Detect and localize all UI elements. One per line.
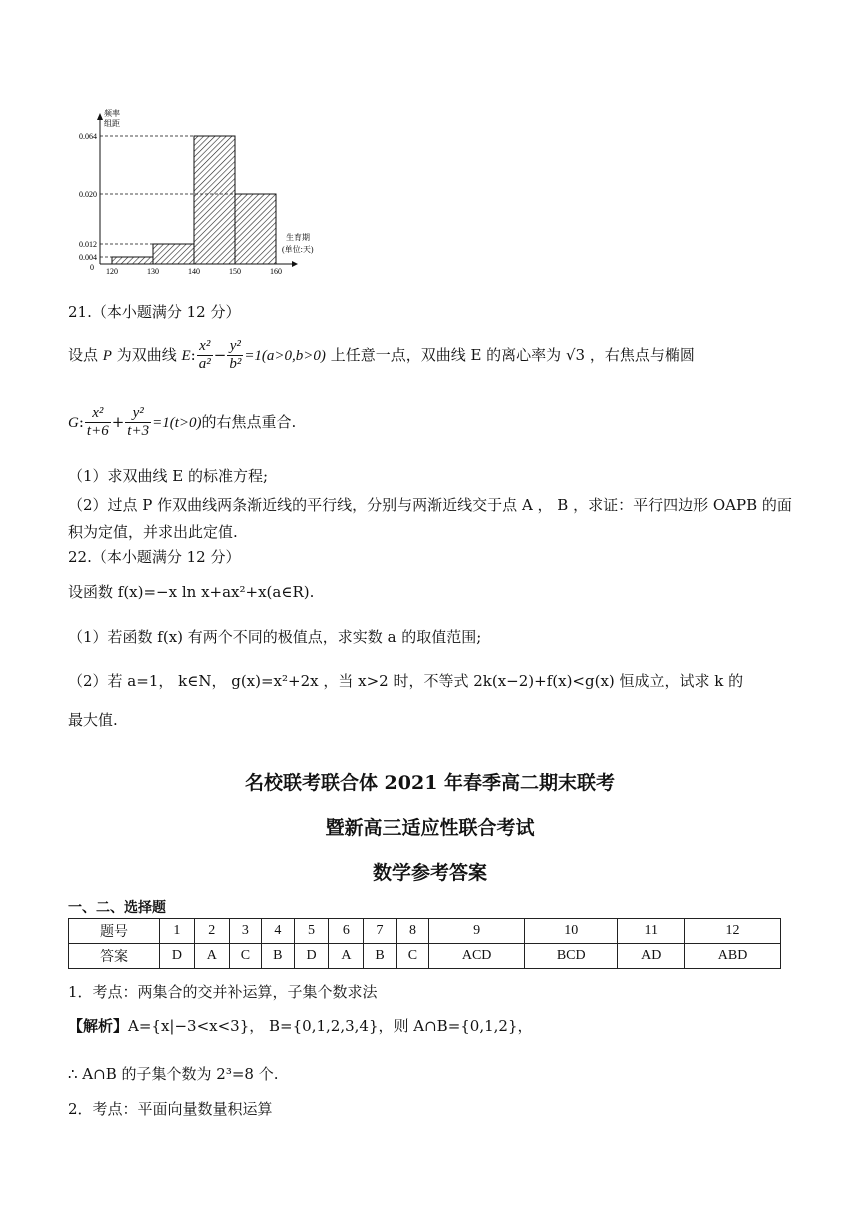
q-answer: C (229, 944, 261, 969)
q21-part2-line2: 积为定值，并求出此定值. (68, 523, 238, 541)
q-number: 9 (429, 919, 525, 944)
q22-statement: 设函数 f(x)=−x ln x+ax²+x(a∈R). (68, 583, 315, 601)
answer-title-3: 数学参考答案 (372, 862, 487, 884)
analysis-tag: 【解析】 (68, 1017, 129, 1035)
x-tick-label: 120 (106, 267, 118, 276)
x-tick-label: 150 (229, 267, 241, 276)
answer-title-1: 名校联考联合体 2021 年春季高二期末联考 (244, 772, 616, 794)
sol1-header: 1．考点：两集合的交并补运算，子集个数求法 (68, 983, 378, 1001)
section-heading: 一、二、选择题 (68, 900, 166, 916)
q-number: 3 (229, 919, 261, 944)
q22-header: 22.（本小题满分 12 分） (68, 548, 241, 566)
q21-part2-line1: （2）过点 P 作双曲线两条渐近线的平行线，分别与两渐近线交于点 A ， B ，求证：平行四边形 OAPB 的面 (68, 496, 792, 514)
origin-label: 0 (90, 263, 94, 272)
row-label-number: 题号 (69, 919, 160, 944)
histogram-chart (60, 104, 330, 280)
y-axis-label-top: 频率 (104, 109, 120, 118)
answer-table-row-numbers (69, 919, 781, 944)
row-label-answer: 答案 (69, 944, 160, 969)
q21-statement-line2: G: $\frac{\text{x²}}{t+6}$ + $\frac{\text{y²}}{t+3}$ =1(t>0)的右焦点重合. (68, 405, 297, 440)
q21-header: 21.（本小题满分 12 分） (68, 303, 241, 321)
q-answer: ABD (685, 944, 781, 969)
q-number: 12 (685, 919, 781, 944)
histogram-bar (153, 244, 194, 264)
q-number: 5 (294, 919, 329, 944)
q21-statement-line1: 设点 P 为双曲线 E: $\frac{\text{x²}}{\text{a²}}$ − $\frac{\text{y²}}{\text{b²}}$ =1(a>0,b>0) 上任意一点，双曲线 E 的离心率为 √3 ，右焦点与椭圆 (68, 338, 695, 373)
q-answer: AD (618, 944, 685, 969)
answer-title-2: 暨新高三适应性联合考试 (325, 817, 535, 839)
answer-table-row-answers (69, 944, 781, 969)
q-answer: A (329, 944, 364, 969)
q21-part1: （1）求双曲线 E 的标准方程; (68, 467, 269, 485)
sol2-header: 2．考点：平面向量数量积运算 (68, 1100, 273, 1118)
x-axis-arrow (292, 261, 298, 267)
q22-part2-line1: （2）若 a=1， k∈N， g(x)=x²+2x ，当 x>2 时，不等式 2k(x−2)+f(x)<g(x) 恒成立，试求 k 的 (68, 672, 744, 690)
q-answer: B (364, 944, 396, 969)
sol1-conclusion: ∴ A∩B 的子集个数为 2³=8 个. (68, 1065, 279, 1083)
q-number: 10 (525, 919, 618, 944)
q-number: 8 (396, 919, 428, 944)
x-tick-label: 140 (188, 267, 200, 276)
y-axis-arrow (97, 113, 103, 120)
q-answer: C (396, 944, 428, 969)
y-tick-label: 0.012 (79, 240, 97, 249)
q-number: 2 (194, 919, 229, 944)
x-tick-label: 130 (147, 267, 159, 276)
q-answer: B (262, 944, 294, 969)
q-answer: D (159, 944, 194, 969)
q-number: 11 (618, 919, 685, 944)
q22-part2-line2: 最大值. (68, 711, 118, 729)
y-tick-label: 0.064 (79, 132, 97, 141)
q-number: 1 (159, 919, 194, 944)
histogram-bar (194, 136, 235, 264)
q-number: 4 (262, 919, 294, 944)
q-answer: BCD (525, 944, 618, 969)
sol1-body: 【解析】A={x|−3<x<3}， B={0,1,2,3,4}，则 A∩B={0,1,2}， (68, 1017, 533, 1035)
histogram-bar (235, 194, 276, 264)
q-number: 7 (364, 919, 396, 944)
x-axis-label-top: 生育期 (286, 233, 310, 242)
q-answer: ACD (429, 944, 525, 969)
answer-table (68, 918, 781, 969)
y-axis-label-bottom: 组距 (104, 119, 120, 128)
q-answer: A (194, 944, 229, 969)
q-answer: D (294, 944, 329, 969)
q22-part1: （1）若函数 f(x) 有两个不同的极值点，求实数 a 的取值范围; (68, 628, 482, 646)
q-number: 6 (329, 919, 364, 944)
y-tick-label: 0.004 (79, 253, 97, 262)
y-tick-label: 0.020 (79, 190, 97, 199)
x-axis-label-bottom: (单位:天) (282, 245, 314, 254)
x-tick-label: 160 (270, 267, 282, 276)
histogram-bar (112, 257, 153, 264)
